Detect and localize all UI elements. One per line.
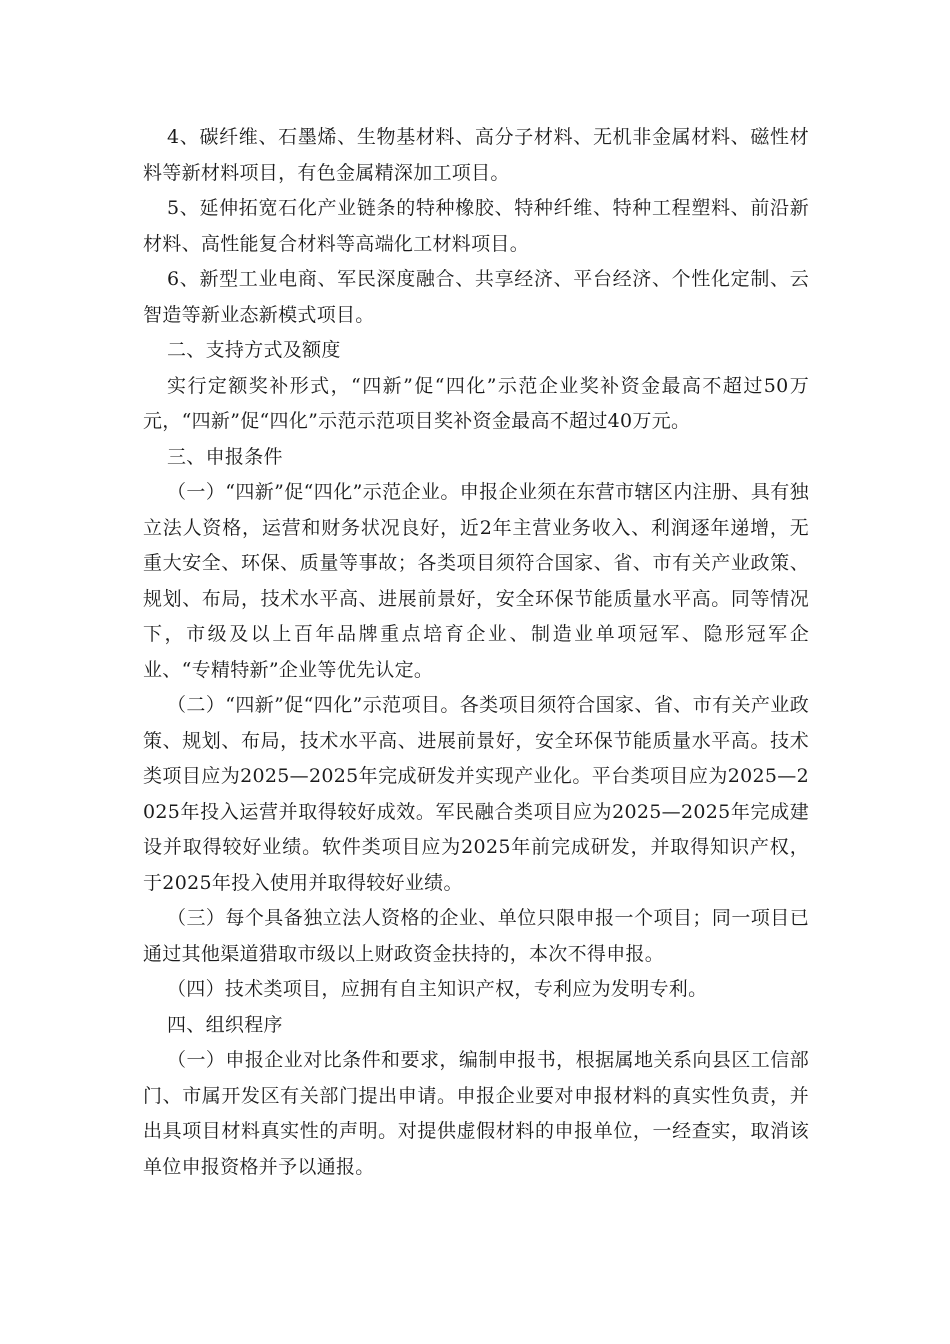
paragraph-item-5-petrochemical: 5、延伸拓宽石化产业链条的特种橡胶、特种纤维、特种工程塑料、前沿新材料、高性能复合材料等高端化工材料项目。	[143, 197, 809, 255]
section-heading-support-method: 二、支持方式及额度	[167, 339, 341, 361]
paragraph-procedure-step-1: （一）申报企业对比条件和要求，编制申报书，根据属地关系向县区工信部门、市属开发区有关部门提出申请。申报企业要对申报材料的真实性负责，并出具项目材料真实性的声明。对提供虚假材料的申报单位，一经查实，取消该单位申报资格并予以通报。	[143, 1049, 809, 1178]
section-heading-application-conditions: 三、申报条件	[167, 445, 283, 468]
paragraph-support-amount: 实行定额奖补形式，“四新”促“四化”示范企业奖补资金最高不超过50万元，“四新”促“四化”示范示范项目奖补资金最高不超过40万元。	[143, 374, 809, 432]
paragraph-condition-demo-enterprise: （一）“四新”促“四化”示范企业。申报企业须在东营市辖区内注册、具有独立法人资格，运营和财务状况良好，近2年主营业务收入、利润逐年递增，无重大安全、环保、质量等事故；各类项目须符合国家、省、市有关产业政策、规划、布局，技术水平高、进展前景好，安全环保节能质量水平高。同等情况下，市级及以上百年品牌重点培育企业、制造业单项冠军、隐形冠军企业、“专精特新”企业等优先认定。	[143, 481, 809, 681]
paragraph-condition-ip-requirement: （四）技术类项目，应拥有自主知识产权，专利应为发明专利。	[167, 978, 708, 1000]
paragraph-item-4-new-materials: 4、碳纤维、石墨烯、生物基材料、高分子材料、无机非金属材料、磁性材料等新材料项目，有色金属精深加工项目。	[143, 126, 809, 184]
document-body	[143, 120, 809, 1185]
paragraph-item-6-new-business-models: 6、新型工业电商、军民深度融合、共享经济、平台经济、个性化定制、云智造等新业态新模式项目。	[143, 268, 809, 326]
paragraph-condition-demo-project: （二）“四新”促“四化”示范项目。各类项目须符合国家、省、市有关产业政策、规划、布局，技术水平高、进展前景好，安全环保节能质量水平高。技术类项目应为2025—2025年完成研发并实现产业化。平台类项目应为2025—2025年投入运营并取得较好成效。军民融合类项目应为2025—2025年完成建设并取得较好业绩。软件类项目应为2025年前完成研发，并取得知识产权，于2025年投入使用并取得较好业绩。	[143, 694, 809, 894]
paragraph-condition-one-project-limit: （三）每个具备独立法人资格的企业、单位只限申报一个项目；同一项目已通过其他渠道猎取市级以上财政资金扶持的，本次不得申报。	[143, 907, 809, 965]
section-heading-procedure: 四、组织程序	[167, 1013, 283, 1036]
